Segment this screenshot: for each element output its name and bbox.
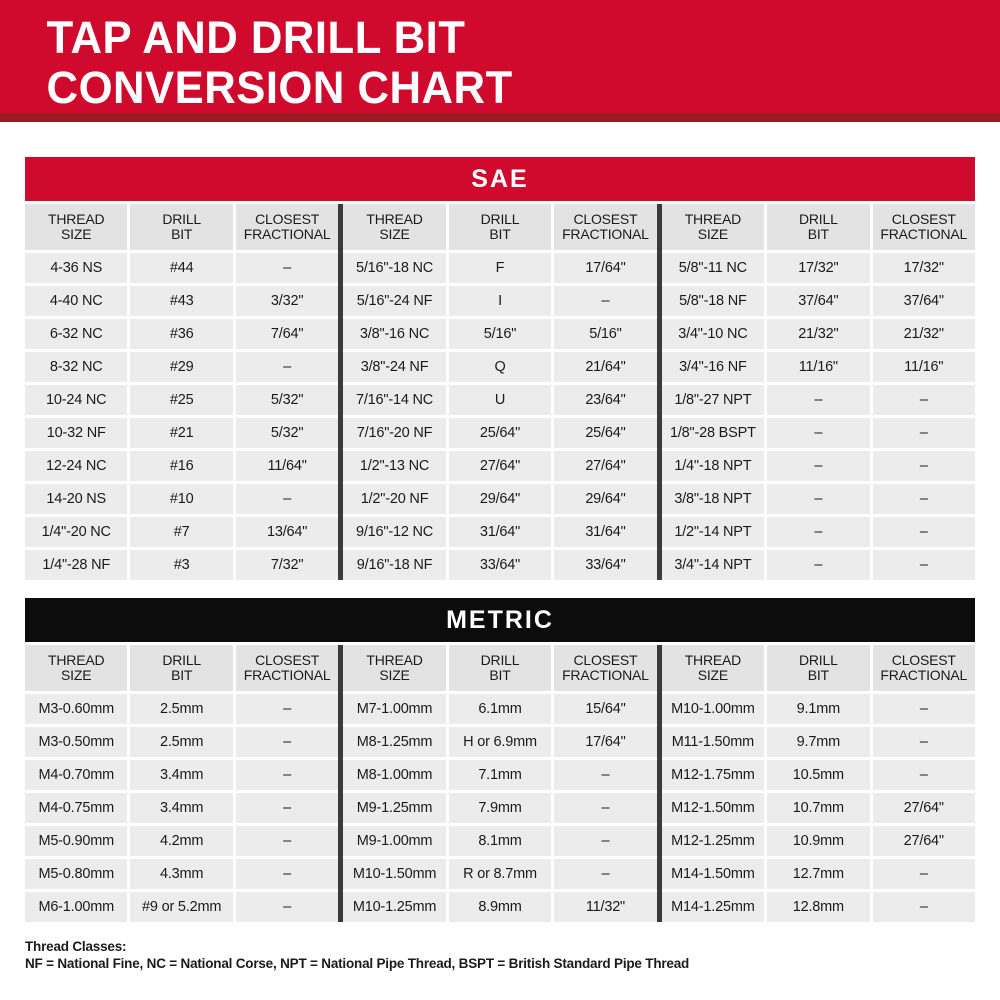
table-cell: – — [767, 484, 869, 514]
table-cell: 3.4mm — [130, 793, 232, 823]
column-header: DRILL BIT — [130, 204, 232, 250]
table-cell: 8.9mm — [449, 892, 551, 922]
table-cell: 15/64" — [554, 694, 656, 724]
table-cell: 2.5mm — [130, 727, 232, 757]
table-cell: 12.7mm — [767, 859, 869, 889]
table-cell: 3.4mm — [130, 760, 232, 790]
table-cell: M12-1.25mm — [662, 826, 764, 856]
column-header: THREAD SIZE — [25, 645, 127, 691]
table-cell: – — [236, 484, 338, 514]
table-cell: 6-32 NC — [25, 319, 127, 349]
table-cell: 33/64" — [554, 550, 656, 580]
table-cell: #29 — [130, 352, 232, 382]
table-cell: 27/64" — [449, 451, 551, 481]
table-cell: 3/32" — [236, 286, 338, 316]
table-cell: – — [873, 892, 975, 922]
table-cell: #21 — [130, 418, 232, 448]
table-cell: #16 — [130, 451, 232, 481]
table-cell: 1/2"-20 NF — [343, 484, 445, 514]
table-cell: 7.9mm — [449, 793, 551, 823]
table-cell: 6.1mm — [449, 694, 551, 724]
column-header: CLOSEST FRACTIONAL — [554, 204, 656, 250]
metric-section-header: METRIC — [25, 598, 975, 642]
table-cell: 11/16" — [767, 352, 869, 382]
table-cell: 7/64" — [236, 319, 338, 349]
sae-group-3 — [662, 204, 975, 580]
table-cell: U — [449, 385, 551, 415]
table-cell: 21/32" — [767, 319, 869, 349]
sae-table — [25, 204, 975, 580]
table-cell: 10-32 NF — [25, 418, 127, 448]
table-cell: 27/64" — [873, 793, 975, 823]
table-cell: M6-1.00mm — [25, 892, 127, 922]
table-cell: 23/64" — [554, 385, 656, 415]
table-cell: Q — [449, 352, 551, 382]
table-cell: – — [236, 859, 338, 889]
table-cell: 5/16"-24 NF — [343, 286, 445, 316]
table-cell: – — [873, 385, 975, 415]
table-cell: 1/4"-18 NPT — [662, 451, 764, 481]
table-cell: – — [873, 694, 975, 724]
banner-background — [0, 0, 1000, 113]
table-cell: 17/64" — [554, 727, 656, 757]
sae-group-2 — [343, 204, 656, 580]
table-cell: 1/8"-28 BSPT — [662, 418, 764, 448]
table-cell: 29/64" — [449, 484, 551, 514]
table-cell: – — [873, 760, 975, 790]
column-header: CLOSEST FRACTIONAL — [236, 204, 338, 250]
table-cell: M12-1.75mm — [662, 760, 764, 790]
table-cell: 33/64" — [449, 550, 551, 580]
column-header: DRILL BIT — [449, 645, 551, 691]
table-cell: #43 — [130, 286, 232, 316]
table-cell: – — [873, 418, 975, 448]
table-cell: 9.1mm — [767, 694, 869, 724]
table-cell: #3 — [130, 550, 232, 580]
table-cell: 12.8mm — [767, 892, 869, 922]
table-cell: 4-40 NC — [25, 286, 127, 316]
footnote-heading: Thread Classes: — [25, 939, 127, 954]
table-cell: – — [873, 550, 975, 580]
metric-group-1 — [25, 645, 338, 922]
table-cell: R or 8.7mm — [449, 859, 551, 889]
table-cell: 4.2mm — [130, 826, 232, 856]
table-cell: 11/64" — [236, 451, 338, 481]
table-cell: 1/2"-13 NC — [343, 451, 445, 481]
table-cell: 17/32" — [873, 253, 975, 283]
table-cell: 1/2"-14 NPT — [662, 517, 764, 547]
table-cell: – — [236, 694, 338, 724]
column-header: DRILL BIT — [767, 204, 869, 250]
table-cell: M3-0.60mm — [25, 694, 127, 724]
table-cell: – — [767, 418, 869, 448]
table-cell: – — [236, 760, 338, 790]
footnote — [25, 938, 975, 972]
table-cell: 5/16"-18 NC — [343, 253, 445, 283]
table-cell: 3/4"-14 NPT — [662, 550, 764, 580]
table-cell: 1/8"-27 NPT — [662, 385, 764, 415]
metric-table — [25, 645, 975, 922]
table-cell: 37/64" — [873, 286, 975, 316]
sae-section — [25, 157, 975, 580]
table-cell: 17/32" — [767, 253, 869, 283]
sae-group-1 — [25, 204, 338, 580]
column-header: THREAD SIZE — [25, 204, 127, 250]
table-cell: 10-24 NC — [25, 385, 127, 415]
table-cell: M9-1.00mm — [343, 826, 445, 856]
table-cell: M7-1.00mm — [343, 694, 445, 724]
table-cell: – — [236, 253, 338, 283]
table-cell: 1/4"-28 NF — [25, 550, 127, 580]
table-cell: #44 — [130, 253, 232, 283]
table-cell: M10-1.50mm — [343, 859, 445, 889]
table-cell: – — [767, 517, 869, 547]
column-header: DRILL BIT — [130, 645, 232, 691]
table-cell: – — [236, 727, 338, 757]
table-cell: 5/8"-11 NC — [662, 253, 764, 283]
banner-bottom-strip — [0, 113, 1000, 122]
table-cell: – — [236, 352, 338, 382]
footnote-legend: NF = National Fine, NC = National Corse, NPT = National Pipe Thread, BSPT = British Standard Pipe Thread — [25, 956, 690, 971]
table-cell: 3/4"-16 NF — [662, 352, 764, 382]
table-cell: M14-1.50mm — [662, 859, 764, 889]
page-title — [0, 0, 970, 113]
table-cell: #7 — [130, 517, 232, 547]
table-cell: 29/64" — [554, 484, 656, 514]
table-cell: 5/32" — [236, 418, 338, 448]
table-cell: 37/64" — [767, 286, 869, 316]
table-cell: M9-1.25mm — [343, 793, 445, 823]
table-cell: 4.3mm — [130, 859, 232, 889]
column-header: CLOSEST FRACTIONAL — [873, 204, 975, 250]
metric-group-2 — [343, 645, 656, 922]
table-cell: – — [873, 451, 975, 481]
table-cell: M5-0.90mm — [25, 826, 127, 856]
table-cell: #36 — [130, 319, 232, 349]
metric-section — [25, 598, 975, 922]
table-cell: 10.5mm — [767, 760, 869, 790]
table-cell: 4-36 NS — [25, 253, 127, 283]
column-header: THREAD SIZE — [343, 645, 445, 691]
table-cell: 10.7mm — [767, 793, 869, 823]
table-cell: 5/16" — [554, 319, 656, 349]
table-cell: 13/64" — [236, 517, 338, 547]
table-cell: 3/4"-10 NC — [662, 319, 764, 349]
table-cell: #25 — [130, 385, 232, 415]
table-cell: – — [767, 550, 869, 580]
column-header: THREAD SIZE — [343, 204, 445, 250]
table-cell: M3-0.50mm — [25, 727, 127, 757]
table-cell: M8-1.25mm — [343, 727, 445, 757]
table-cell: 31/64" — [554, 517, 656, 547]
table-cell: 8-32 NC — [25, 352, 127, 382]
table-cell: M4-0.75mm — [25, 793, 127, 823]
table-cell: 21/32" — [873, 319, 975, 349]
table-cell: M11-1.50mm — [662, 727, 764, 757]
table-cell: I — [449, 286, 551, 316]
column-header: THREAD SIZE — [662, 645, 764, 691]
table-cell: – — [554, 760, 656, 790]
table-cell: 3/8"-16 NC — [343, 319, 445, 349]
table-cell: – — [767, 451, 869, 481]
table-cell: M4-0.70mm — [25, 760, 127, 790]
table-cell: 9/16"-18 NF — [343, 550, 445, 580]
table-cell: – — [554, 859, 656, 889]
table-cell: 8.1mm — [449, 826, 551, 856]
table-cell: M8-1.00mm — [343, 760, 445, 790]
column-header: CLOSEST FRACTIONAL — [873, 645, 975, 691]
table-cell: 7/32" — [236, 550, 338, 580]
table-cell: 5/32" — [236, 385, 338, 415]
table-cell: 27/64" — [554, 451, 656, 481]
table-cell: – — [554, 826, 656, 856]
table-cell: 1/4"-20 NC — [25, 517, 127, 547]
table-cell: 11/32" — [554, 892, 656, 922]
table-cell: 11/16" — [873, 352, 975, 382]
table-cell: F — [449, 253, 551, 283]
column-header: DRILL BIT — [449, 204, 551, 250]
table-cell: – — [236, 892, 338, 922]
table-cell: 21/64" — [554, 352, 656, 382]
table-cell: 5/16" — [449, 319, 551, 349]
table-cell: 9.7mm — [767, 727, 869, 757]
sae-section-header: SAE — [25, 157, 975, 201]
page-header — [0, 0, 1000, 122]
metric-group-3 — [662, 645, 975, 922]
column-header: DRILL BIT — [767, 645, 869, 691]
table-cell: – — [236, 826, 338, 856]
table-cell: #9 or 5.2mm — [130, 892, 232, 922]
table-cell: 17/64" — [554, 253, 656, 283]
table-cell: – — [236, 793, 338, 823]
table-cell: M5-0.80mm — [25, 859, 127, 889]
table-cell: 27/64" — [873, 826, 975, 856]
column-header: THREAD SIZE — [662, 204, 764, 250]
table-cell: H or 6.9mm — [449, 727, 551, 757]
column-header: CLOSEST FRACTIONAL — [554, 645, 656, 691]
table-cell: – — [873, 484, 975, 514]
page-title-line1: TAP AND DRILL BIT — [46, 12, 466, 63]
table-cell: #10 — [130, 484, 232, 514]
table-cell: 25/64" — [554, 418, 656, 448]
table-cell: – — [873, 727, 975, 757]
table-cell: 12-24 NC — [25, 451, 127, 481]
table-cell: 7.1mm — [449, 760, 551, 790]
table-cell: – — [554, 793, 656, 823]
table-cell: 2.5mm — [130, 694, 232, 724]
table-cell: M12-1.50mm — [662, 793, 764, 823]
table-cell: 3/8"-18 NPT — [662, 484, 764, 514]
table-cell: – — [554, 286, 656, 316]
table-cell: – — [873, 859, 975, 889]
table-cell: 9/16"-12 NC — [343, 517, 445, 547]
table-cell: 14-20 NS — [25, 484, 127, 514]
table-cell: – — [873, 517, 975, 547]
table-cell: – — [767, 385, 869, 415]
table-cell: M10-1.25mm — [343, 892, 445, 922]
table-cell: 3/8"-24 NF — [343, 352, 445, 382]
table-cell: 5/8"-18 NF — [662, 286, 764, 316]
table-cell: M10-1.00mm — [662, 694, 764, 724]
table-cell: 31/64" — [449, 517, 551, 547]
table-cell: M14-1.25mm — [662, 892, 764, 922]
table-cell: 7/16"-20 NF — [343, 418, 445, 448]
table-cell: 25/64" — [449, 418, 551, 448]
column-header: CLOSEST FRACTIONAL — [236, 645, 338, 691]
page-title-line2: CONVERSION CHART — [46, 62, 513, 113]
table-cell: 10.9mm — [767, 826, 869, 856]
table-cell: 7/16"-14 NC — [343, 385, 445, 415]
